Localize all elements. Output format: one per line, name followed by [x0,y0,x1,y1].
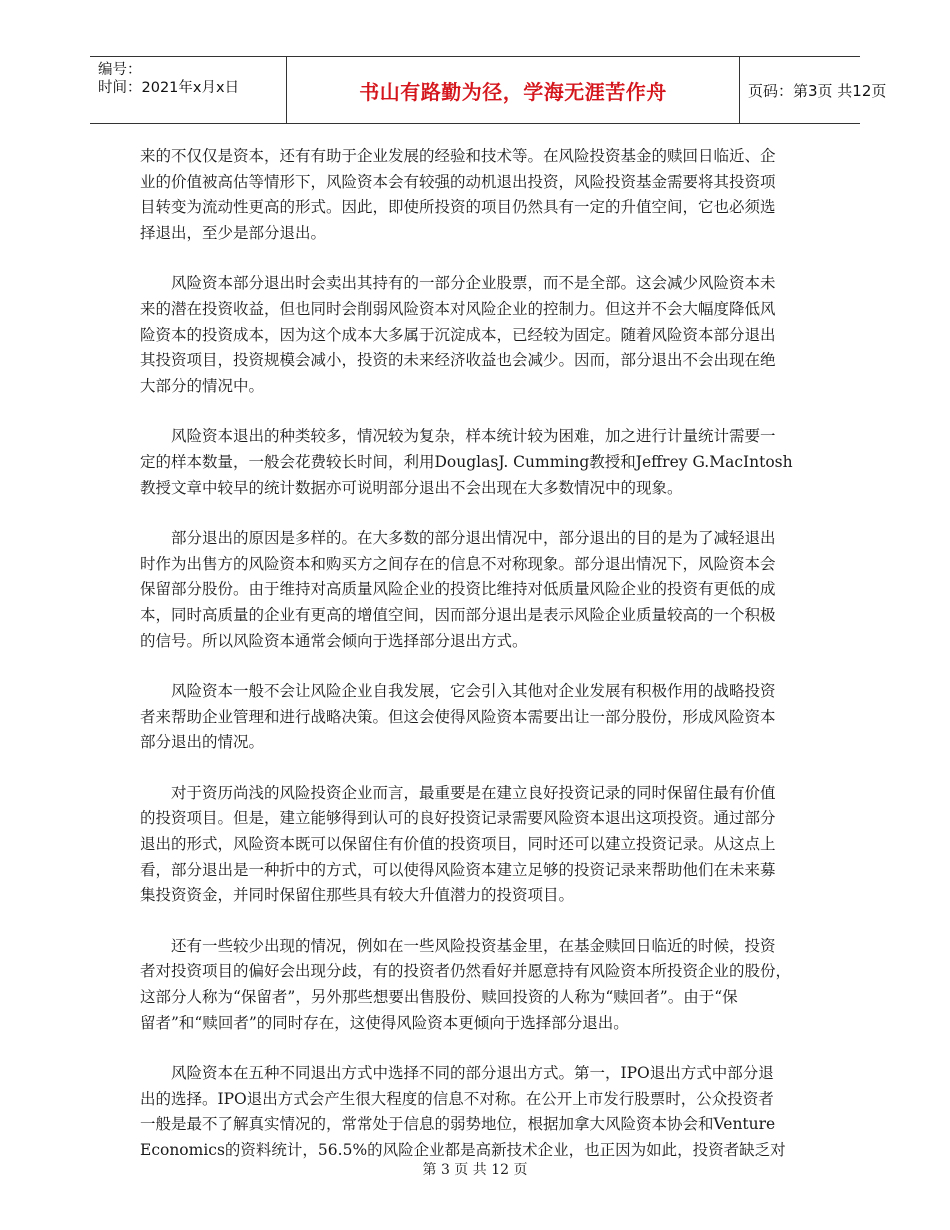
text-line: 保留部分股份。由于维持对高质量风险企业的投资比维持对低质量风险企业的投资有更低的成 [140,580,776,599]
text-line: 时作为出售方的风险资本和购买方之间存在的信息不对称现象。部分退出情况下，风险资本会 [140,554,776,573]
document-body [140,144,812,1189]
paragraph [140,1061,812,1163]
text-line: 看，部分退出是一种折中的方式，可以使得风险资本建立足够的投资记录来帮助他们在未来募 [140,860,776,879]
paragraph [140,526,812,654]
text-line: 一般是最不了解真实情况的，常常处于信息的弱势地位，根据加拿大风险资本协会和Venture [140,1115,776,1134]
header-meta [98,61,278,97]
paragraph [140,271,812,399]
header-motto: 书山有路勤为径，学海无涯苦作舟 [286,57,740,123]
text-line: 风险资本部分退出时会卖出其持有的一部分企业股票，而不是全部。这会减少风险资本未 [171,274,776,293]
text-line: 本，同时高质量的企业有更高的增值空间，因而部分退出是表示风险企业质量较高的一个积极 [140,605,776,624]
paragraph [140,144,812,246]
text-line: 者来帮助企业管理和进行战略决策。但这会使得风险资本需要出让一部分股份，形成风险资本 [140,707,776,726]
text-line: 还有一些较少出现的情况，例如在一些风险投资基金里，在基金赎回日临近的时候，投资 [171,936,776,955]
text-line: 大部分的情况中。 [140,376,265,395]
text-line: 教授文章中较早的统计数据亦可说明部分退出不会出现在大多数情况中的现象。 [140,478,683,497]
text-line: 风险资本在五种不同退出方式中选择不同的部分退出方式。第一，IPO退出方式中部分退 [171,1064,774,1083]
text-line: 退出的形式，风险资本既可以保留住有价值的投资项目，同时还可以建立投资记录。从这点上 [140,835,776,854]
text-line: 业的价值被高估等情形下，风险资本会有较强的动机退出投资，风险投资基金需要将其投资项 [140,172,776,191]
serial-label: 编号： [98,62,142,78]
text-line: 部分退出的原因是多样的。在大多数的部分退出情况中，部分退出的目的是为了减轻退出 [171,529,776,548]
page-footer: 第 3 页 共 12 页 [422,1162,528,1178]
text-line: 来的不仅仅是资本，还有有助于企业发展的经验和技术等。在风险投资基金的赎回日临近、企 [140,147,776,165]
text-line: 者对投资项目的偏好会出现分歧，有的投资者仍然看好并愿意持有风险资本所投资企业的股份， [140,962,792,981]
header-page-info: 页码：第3页 共12页 [748,81,887,100]
text-line: 集投资资金，并同时保留住那些具有较大升值潜力的投资项目。 [140,886,575,905]
paragraph [140,424,812,501]
text-line: 的信号。所以风险资本通常会倾向于选择部分退出方式。 [140,631,528,650]
text-line: 来的潜在投资收益，但也同时会削弱风险资本对风险企业的控制力。但这并不会大幅度降低风 [140,299,776,318]
text-line: 险资本的投资成本，因为这个成本大多属于沉淀成本，已经较为固定。随着风险资本部分退出 [140,325,776,344]
text-line: 对于资历尚浅的风险投资企业而言，最重要是在建立良好投资记录的同时保留住最有价值 [171,783,776,802]
text-line: 的投资项目。但是，建立能够得到认可的良好投资记录需要风险资本退出这项投资。通过部分 [140,809,776,828]
text-line: 风险资本一般不会让风险企业自我发展，它会引入其他对企业发展有积极作用的战略投资 [171,682,776,701]
text-line: 定的样本数量，一般会花费较长时间，利用DouglasJ. Cumming教授和Jeffrey G.MacIntosh [140,452,793,471]
text-line: 部分退出的情况。 [140,733,265,752]
text-line: 目转变为流动性更高的形式。因此，即使所投资的项目仍然具有一定的升值空间，它也必须选 [140,198,776,217]
date-label: 时间：2021年x月x日 [98,80,240,96]
paragraph [140,679,812,756]
text-line: Economics的资料统计，56.5%的风险企业都是高新技术企业，也正因为如此，投资者缺乏对 [140,1141,786,1159]
paragraph [140,934,812,1036]
text-line: 风险资本退出的种类较多，情况较为复杂，样本统计较为困难，加之进行计量统计需要一 [171,427,776,446]
text-line: 这部分人称为“保留者”，另外那些想要出售股份、赎回投资的人称为“赎回者”。由于“保 [140,988,738,1007]
text-line: 择退出，至少是部分退出。 [140,223,327,242]
text-line: 出的选择。IPO退出方式会产生很大程度的信息不对称。在公开上市发行股票时，公众投资者 [140,1089,774,1108]
page-header [90,56,887,124]
text-line: 留者”和“赎回者”的同时存在，这使得风险资本更倾向于选择部分退出。 [140,1013,629,1032]
paragraph [140,781,812,909]
text-line: 其投资项目，投资规模会减小，投资的未来经济收益也会减少。因而，部分退出不会出现在绝 [140,351,776,370]
